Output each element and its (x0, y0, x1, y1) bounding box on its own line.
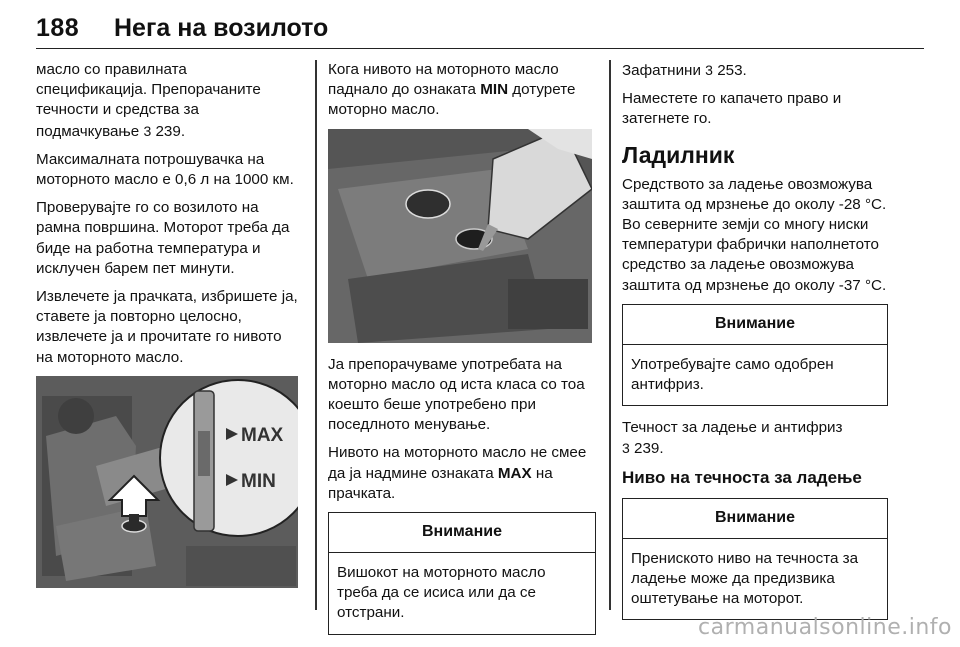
paragraph: Ја препорачуваме употребата на моторно масло од иста класа со тоа коешто беше употребено при поседлното менување. (328, 355, 585, 434)
warning-box (328, 512, 596, 635)
paragraph: Наместете го капачето право и затегнете го. (622, 90, 842, 128)
watermark: carmanualsonline.info (698, 615, 952, 640)
paragraph-text: Кога нивото на моторното масло паднало до ознаката (328, 61, 559, 99)
warning-title: Внимание (623, 499, 887, 539)
reference-arrow-icon: 3 (705, 62, 713, 78)
column-divider (315, 60, 317, 610)
warning-title: Внимание (329, 513, 595, 553)
paragraph: Проверувајте го со возилото на рамна површина. Моторот треба да биде на работна температура и исклучен барем пет минути. (36, 199, 290, 277)
paragraph (36, 60, 302, 142)
section-title: Нега на возилото (114, 14, 329, 42)
max-mark-text: MAX (497, 464, 532, 482)
page-reference[interactable]: 239. (634, 440, 664, 458)
oil-cap-icon (406, 190, 450, 218)
warning-body: Вишокот на моторното масло треба да се исиса или да се отстрани. (337, 564, 546, 622)
reference-arrow-icon: 3 (622, 440, 630, 457)
paragraph (328, 443, 596, 504)
page-header (36, 6, 924, 49)
max-label: MAX (241, 424, 284, 446)
paragraph (328, 60, 596, 121)
column-divider (609, 60, 611, 610)
oil-filling-figure (328, 129, 592, 343)
warning-box (622, 498, 888, 621)
paragraph: Максималната потрошувачка на моторното масло е 0,6 л на 1000 км. (36, 150, 294, 189)
paragraph-text: Нивото на моторното масло не смее да ја надмине ознаката (328, 444, 587, 482)
page-number: 188 (36, 14, 80, 42)
warning-body: Прениското ниво на течноста за ладење може да предизвика оштетување на моторот. (631, 549, 859, 608)
min-label: MIN (241, 470, 276, 492)
column-right (622, 60, 888, 632)
warning-box (622, 304, 888, 406)
subsection-heading: Ниво на течноста за ладење (622, 467, 862, 487)
column-left (36, 60, 302, 600)
paragraph: Извлечете ја прачката, избришете ја, ставете ја повторно целосно, извлечете ја и прочитате го нивото на моторното масло. (36, 288, 298, 366)
warning-title: Внимание (623, 305, 887, 345)
paragraph-text: на прачката. (328, 464, 553, 502)
section-heading: Ладилник (622, 141, 735, 168)
page-reference[interactable]: 239. (155, 122, 186, 140)
paragraph (622, 418, 888, 459)
column-middle (328, 60, 596, 647)
dipstick-figure (36, 376, 298, 588)
warning-body: Употребувајте само одобрен антифриз. (631, 355, 834, 394)
paragraph-text: Течност за ладење и антифриз (622, 419, 843, 437)
paragraph-text: Зафатнини (622, 62, 701, 79)
paragraph-text: дотурете моторно масло. (328, 81, 576, 119)
paragraph-text: масло со правилната спецификација. Препорачаните течности и средства за подмачкување (36, 61, 261, 140)
paragraph: Средството за ладење овозможува заштита од мрзнење до околу -28 °C. Во северните земји со многу ниски температури фабрички наполнетото средство за ладење овозможува заштита од мрзнење до околу -37 °C. (622, 175, 887, 294)
page-reference[interactable]: 253. (717, 62, 747, 79)
min-mark-text: MIN (480, 81, 509, 99)
paragraph (622, 60, 888, 81)
reference-arrow-icon: 3 (143, 122, 152, 139)
